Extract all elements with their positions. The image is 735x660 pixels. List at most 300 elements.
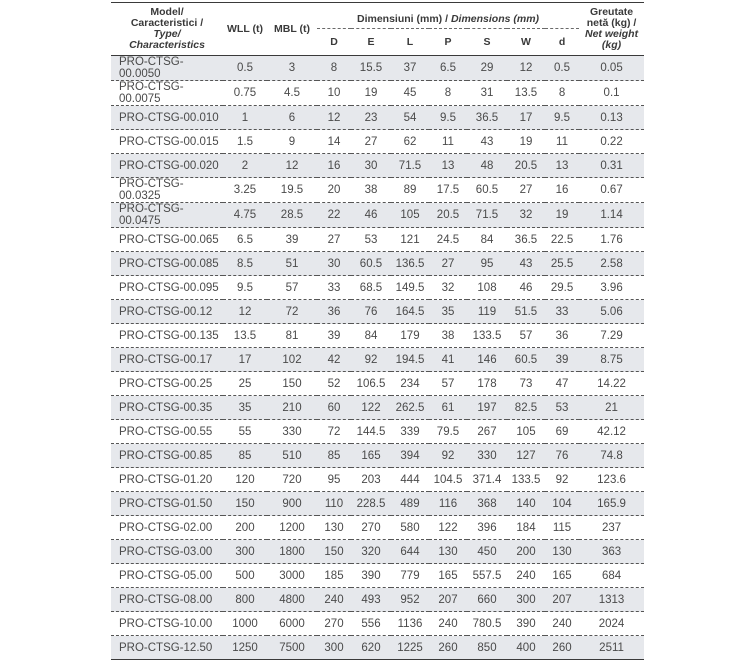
cell-l: 394 [391, 444, 429, 468]
cell-wll: 4.75 [223, 203, 267, 228]
model-header-ro2: Caracteristici / [130, 17, 204, 29]
cell-d-upper: 185 [317, 564, 351, 588]
cell-weight: 0.22 [579, 130, 644, 154]
cell-weight: 14.22 [579, 372, 644, 396]
cell-weight: 21 [579, 396, 644, 420]
cell-d-lower: 240 [545, 612, 579, 636]
cell-mbl: 72 [267, 300, 317, 324]
cell-model: PRO-CTSG-03.00 [111, 540, 223, 564]
cell-s: 60.5 [467, 178, 507, 203]
cell-mbl: 12 [267, 154, 317, 178]
cell-weight: 42.12 [579, 420, 644, 444]
table-row [111, 106, 644, 130]
cell-d-upper: 36 [317, 300, 351, 324]
cell-s: 29 [467, 56, 507, 81]
cell-w: 390 [507, 612, 545, 636]
cell-l: 45 [391, 81, 429, 106]
weight-header-ro2: netă (kg) / [586, 17, 637, 29]
cell-mbl: 510 [267, 444, 317, 468]
cell-model: PRO-CTSG-00.135 [111, 324, 223, 348]
model-header-ro: Model/ [150, 6, 184, 18]
cell-l: 136.5 [391, 252, 429, 276]
dimensions-header-ro: Dimensiuni (mm) / [357, 13, 451, 25]
cell-w: 20.5 [507, 154, 545, 178]
cell-weight: 2.58 [579, 252, 644, 276]
cell-wll: 150 [223, 492, 267, 516]
cell-l: 54 [391, 106, 429, 130]
cell-e: 122 [351, 396, 391, 420]
cell-e: 203 [351, 468, 391, 492]
wll-header: WLL (t) [223, 3, 267, 56]
cell-w: 12 [507, 56, 545, 81]
cell-weight: 3.96 [579, 276, 644, 300]
cell-wll: 25 [223, 372, 267, 396]
cell-d-lower: 104 [545, 492, 579, 516]
cell-p: 104.5 [429, 468, 467, 492]
cell-e: 15.5 [351, 56, 391, 81]
table-row [111, 540, 644, 564]
cell-s: 146 [467, 348, 507, 372]
table-row [111, 420, 644, 444]
cell-wll: 1 [223, 106, 267, 130]
table-row [111, 564, 644, 588]
cell-p: 38 [429, 324, 467, 348]
cell-w: 82.5 [507, 396, 545, 420]
cell-wll: 2 [223, 154, 267, 178]
cell-d-upper: 110 [317, 492, 351, 516]
weight-header-ro: Greutate [589, 6, 634, 18]
table-row [111, 178, 644, 203]
cell-w: 32 [507, 203, 545, 228]
cell-d-upper: 72 [317, 420, 351, 444]
cell-p: 24.5 [429, 228, 467, 252]
cell-wll: 120 [223, 468, 267, 492]
cell-d-lower: 33 [545, 300, 579, 324]
cell-p: 122 [429, 516, 467, 540]
header-row-top [111, 3, 644, 29]
cell-weight: 165.9 [579, 492, 644, 516]
cell-d-upper: 12 [317, 106, 351, 130]
cell-model: PRO-CTSG-01.20 [111, 468, 223, 492]
cell-d-upper: 85 [317, 444, 351, 468]
table-row [111, 276, 644, 300]
cell-w: 57 [507, 324, 545, 348]
cell-w: 300 [507, 588, 545, 612]
cell-model: PRO-CTSG-00.095 [111, 276, 223, 300]
cell-mbl: 6 [267, 106, 317, 130]
cell-e: 53 [351, 228, 391, 252]
cell-model: PRO-CTSG-00.85 [111, 444, 223, 468]
table-row [111, 444, 644, 468]
cell-model: PRO-CTSG-00.065 [111, 228, 223, 252]
cell-p: 11 [429, 130, 467, 154]
cell-mbl: 102 [267, 348, 317, 372]
table-row [111, 324, 644, 348]
cell-wll: 13.5 [223, 324, 267, 348]
cell-weight: 0.67 [579, 178, 644, 203]
cell-mbl: 81 [267, 324, 317, 348]
cell-e: 19 [351, 81, 391, 106]
cell-l: 105 [391, 203, 429, 228]
cell-w: 43 [507, 252, 545, 276]
cell-w: 140 [507, 492, 545, 516]
cell-model: PRO-CTSG-02.00 [111, 516, 223, 540]
cell-model: PRO-CTSG-00.085 [111, 252, 223, 276]
cell-p: 116 [429, 492, 467, 516]
cell-p: 6.5 [429, 56, 467, 81]
cell-p: 130 [429, 540, 467, 564]
cell-d-lower: 130 [545, 540, 579, 564]
cell-d-lower: 16 [545, 178, 579, 203]
cell-w: 46 [507, 276, 545, 300]
cell-weight: 363 [579, 540, 644, 564]
table-row [111, 492, 644, 516]
cell-s: 368 [467, 492, 507, 516]
cell-w: 19 [507, 130, 545, 154]
weight-header-en2: (kg) [601, 39, 622, 51]
cell-e: 46 [351, 203, 391, 228]
cell-d-lower: 22.5 [545, 228, 579, 252]
cell-mbl: 330 [267, 420, 317, 444]
cell-d-upper: 270 [317, 612, 351, 636]
cell-d-upper: 52 [317, 372, 351, 396]
cell-e: 23 [351, 106, 391, 130]
cell-mbl: 57 [267, 276, 317, 300]
cell-d-lower: 9.5 [545, 106, 579, 130]
table-row [111, 300, 644, 324]
cell-wll: 12 [223, 300, 267, 324]
cell-d-upper: 60 [317, 396, 351, 420]
cell-d-upper: 300 [317, 636, 351, 660]
cell-s: 43 [467, 130, 507, 154]
weight-header [579, 3, 644, 56]
cell-s: 197 [467, 396, 507, 420]
cell-p: 207 [429, 588, 467, 612]
cell-w: 13.5 [507, 81, 545, 106]
cell-s: 330 [467, 444, 507, 468]
table-row [111, 81, 644, 106]
cell-e: 84 [351, 324, 391, 348]
table-row [111, 154, 644, 178]
cell-d-lower: 92 [545, 468, 579, 492]
cell-d-lower: 39 [545, 348, 579, 372]
cell-model: PRO-CTSG-12.50 [111, 636, 223, 660]
cell-wll: 500 [223, 564, 267, 588]
cell-e: 92 [351, 348, 391, 372]
table-row [111, 396, 644, 420]
cell-mbl: 210 [267, 396, 317, 420]
cell-e: 228.5 [351, 492, 391, 516]
cell-weight: 74.8 [579, 444, 644, 468]
cell-wll: 0.5 [223, 56, 267, 81]
cell-d-lower: 53 [545, 396, 579, 420]
cell-e: 556 [351, 612, 391, 636]
table-row [111, 130, 644, 154]
cell-weight: 1.76 [579, 228, 644, 252]
cell-p: 17.5 [429, 178, 467, 203]
cell-l: 489 [391, 492, 429, 516]
cell-s: 850 [467, 636, 507, 660]
cell-w: 17 [507, 106, 545, 130]
cell-e: 76 [351, 300, 391, 324]
cell-weight: 0.1 [579, 81, 644, 106]
cell-p: 260 [429, 636, 467, 660]
cell-s: 95 [467, 252, 507, 276]
cell-weight: 5.06 [579, 300, 644, 324]
cell-d-lower: 47 [545, 372, 579, 396]
cell-weight: 237 [579, 516, 644, 540]
cell-d-lower: 260 [545, 636, 579, 660]
cell-l: 262.5 [391, 396, 429, 420]
cell-d-upper: 39 [317, 324, 351, 348]
cell-model: PRO-CTSG-00.0475 [111, 203, 223, 228]
cell-d-lower: 115 [545, 516, 579, 540]
cell-p: 8 [429, 81, 467, 106]
cell-d-upper: 33 [317, 276, 351, 300]
cell-weight: 1.14 [579, 203, 644, 228]
cell-s: 450 [467, 540, 507, 564]
cell-l: 644 [391, 540, 429, 564]
cell-e: 60.5 [351, 252, 391, 276]
dim-header-d: d [545, 29, 579, 56]
cell-mbl: 28.5 [267, 203, 317, 228]
dim-header-D: D [317, 29, 351, 56]
cell-d-lower: 25.5 [545, 252, 579, 276]
cell-wll: 0.75 [223, 81, 267, 106]
cell-l: 444 [391, 468, 429, 492]
cell-e: 38 [351, 178, 391, 203]
cell-e: 493 [351, 588, 391, 612]
cell-l: 71.5 [391, 154, 429, 178]
cell-s: 31 [467, 81, 507, 106]
cell-model: PRO-CTSG-10.00 [111, 612, 223, 636]
cell-wll: 85 [223, 444, 267, 468]
cell-p: 9.5 [429, 106, 467, 130]
cell-wll: 3.25 [223, 178, 267, 203]
cell-wll: 17 [223, 348, 267, 372]
cell-d-upper: 20 [317, 178, 351, 203]
cell-mbl: 19.5 [267, 178, 317, 203]
table-row [111, 56, 644, 81]
cell-s: 267 [467, 420, 507, 444]
cell-mbl: 720 [267, 468, 317, 492]
cell-model: PRO-CTSG-00.25 [111, 372, 223, 396]
cell-weight: 0.05 [579, 56, 644, 81]
cell-d-upper: 16 [317, 154, 351, 178]
cell-d-upper: 14 [317, 130, 351, 154]
cell-model: PRO-CTSG-05.00 [111, 564, 223, 588]
cell-s: 780.5 [467, 612, 507, 636]
cell-s: 557.5 [467, 564, 507, 588]
cell-model: PRO-CTSG-00.12 [111, 300, 223, 324]
cell-d-upper: 130 [317, 516, 351, 540]
cell-d-upper: 8 [317, 56, 351, 81]
table-row [111, 228, 644, 252]
cell-model: PRO-CTSG-00.015 [111, 130, 223, 154]
cell-mbl: 3 [267, 56, 317, 81]
cell-l: 121 [391, 228, 429, 252]
cell-l: 149.5 [391, 276, 429, 300]
cell-e: 320 [351, 540, 391, 564]
cell-s: 84 [467, 228, 507, 252]
cell-weight: 123.6 [579, 468, 644, 492]
cell-w: 51.5 [507, 300, 545, 324]
cell-d-upper: 22 [317, 203, 351, 228]
table-row [111, 252, 644, 276]
cell-wll: 1.5 [223, 130, 267, 154]
cell-model: PRO-CTSG-00.0050 [111, 56, 223, 81]
cell-p: 41 [429, 348, 467, 372]
cell-e: 27 [351, 130, 391, 154]
cell-s: 36.5 [467, 106, 507, 130]
cell-l: 580 [391, 516, 429, 540]
cell-p: 32 [429, 276, 467, 300]
cell-weight: 2024 [579, 612, 644, 636]
cell-d-upper: 27 [317, 228, 351, 252]
cell-e: 270 [351, 516, 391, 540]
cell-l: 779 [391, 564, 429, 588]
cell-d-upper: 240 [317, 588, 351, 612]
cell-d-lower: 19 [545, 203, 579, 228]
cell-d-upper: 30 [317, 252, 351, 276]
cell-w: 240 [507, 564, 545, 588]
cell-d-lower: 36 [545, 324, 579, 348]
cell-p: 165 [429, 564, 467, 588]
cell-model: PRO-CTSG-00.17 [111, 348, 223, 372]
cell-l: 164.5 [391, 300, 429, 324]
cell-model: PRO-CTSG-00.020 [111, 154, 223, 178]
specs-table [111, 2, 644, 660]
cell-w: 133.5 [507, 468, 545, 492]
cell-mbl: 6000 [267, 612, 317, 636]
cell-d-lower: 8 [545, 81, 579, 106]
cell-mbl: 900 [267, 492, 317, 516]
cell-s: 71.5 [467, 203, 507, 228]
table-row [111, 372, 644, 396]
cell-w: 105 [507, 420, 545, 444]
cell-p: 35 [429, 300, 467, 324]
table-row [111, 636, 644, 660]
cell-weight: 2511 [579, 636, 644, 660]
cell-weight: 8.75 [579, 348, 644, 372]
cell-l: 89 [391, 178, 429, 203]
cell-d-lower: 76 [545, 444, 579, 468]
cell-s: 660 [467, 588, 507, 612]
cell-d-lower: 29.5 [545, 276, 579, 300]
cell-mbl: 4.5 [267, 81, 317, 106]
cell-model: PRO-CTSG-08.00 [111, 588, 223, 612]
cell-d-upper: 150 [317, 540, 351, 564]
cell-model: PRO-CTSG-00.010 [111, 106, 223, 130]
dim-header-S: S [467, 29, 507, 56]
cell-wll: 8.5 [223, 252, 267, 276]
cell-w: 27 [507, 178, 545, 203]
cell-mbl: 39 [267, 228, 317, 252]
cell-wll: 1250 [223, 636, 267, 660]
cell-wll: 1000 [223, 612, 267, 636]
cell-wll: 55 [223, 420, 267, 444]
cell-mbl: 51 [267, 252, 317, 276]
model-header-en2: Characteristics [129, 39, 205, 51]
cell-s: 178 [467, 372, 507, 396]
weight-header-en: Net weight [585, 28, 639, 40]
table-row [111, 516, 644, 540]
cell-weight: 684 [579, 564, 644, 588]
cell-d-upper: 42 [317, 348, 351, 372]
dim-header-L: L [391, 29, 429, 56]
cell-p: 57 [429, 372, 467, 396]
cell-w: 200 [507, 540, 545, 564]
cell-d-upper: 10 [317, 81, 351, 106]
table-row [111, 612, 644, 636]
cell-s: 108 [467, 276, 507, 300]
cell-p: 79.5 [429, 420, 467, 444]
cell-p: 20.5 [429, 203, 467, 228]
table-row [111, 468, 644, 492]
model-header-en: Type/ [153, 28, 181, 40]
cell-e: 165 [351, 444, 391, 468]
specs-table-container [111, 2, 639, 660]
cell-w: 60.5 [507, 348, 545, 372]
dim-header-P: P [429, 29, 467, 56]
cell-l: 952 [391, 588, 429, 612]
cell-p: 61 [429, 396, 467, 420]
cell-e: 620 [351, 636, 391, 660]
cell-mbl: 9 [267, 130, 317, 154]
cell-wll: 300 [223, 540, 267, 564]
cell-p: 13 [429, 154, 467, 178]
dim-header-E: E [351, 29, 391, 56]
cell-l: 179 [391, 324, 429, 348]
mbl-header: MBL (t) [267, 3, 317, 56]
cell-mbl: 7500 [267, 636, 317, 660]
dimensions-header-en: Dimensions (mm) [450, 13, 540, 25]
cell-weight: 1313 [579, 588, 644, 612]
cell-mbl: 3000 [267, 564, 317, 588]
cell-e: 68.5 [351, 276, 391, 300]
cell-weight: 0.13 [579, 106, 644, 130]
table-row [111, 348, 644, 372]
cell-d-lower: 69 [545, 420, 579, 444]
cell-w: 184 [507, 516, 545, 540]
cell-e: 144.5 [351, 420, 391, 444]
cell-p: 92 [429, 444, 467, 468]
cell-d-lower: 165 [545, 564, 579, 588]
cell-d-lower: 11 [545, 130, 579, 154]
cell-s: 133.5 [467, 324, 507, 348]
cell-e: 390 [351, 564, 391, 588]
cell-s: 371.4 [467, 468, 507, 492]
cell-l: 37 [391, 56, 429, 81]
cell-model: PRO-CTSG-01.50 [111, 492, 223, 516]
cell-w: 36.5 [507, 228, 545, 252]
cell-l: 339 [391, 420, 429, 444]
cell-l: 234 [391, 372, 429, 396]
cell-mbl: 1800 [267, 540, 317, 564]
cell-weight: 0.31 [579, 154, 644, 178]
cell-w: 73 [507, 372, 545, 396]
cell-e: 106.5 [351, 372, 391, 396]
cell-l: 1225 [391, 636, 429, 660]
cell-l: 194.5 [391, 348, 429, 372]
cell-s: 119 [467, 300, 507, 324]
dimensions-header [317, 3, 579, 29]
cell-wll: 35 [223, 396, 267, 420]
cell-p: 240 [429, 612, 467, 636]
cell-w: 400 [507, 636, 545, 660]
cell-p: 27 [429, 252, 467, 276]
cell-weight: 7.29 [579, 324, 644, 348]
